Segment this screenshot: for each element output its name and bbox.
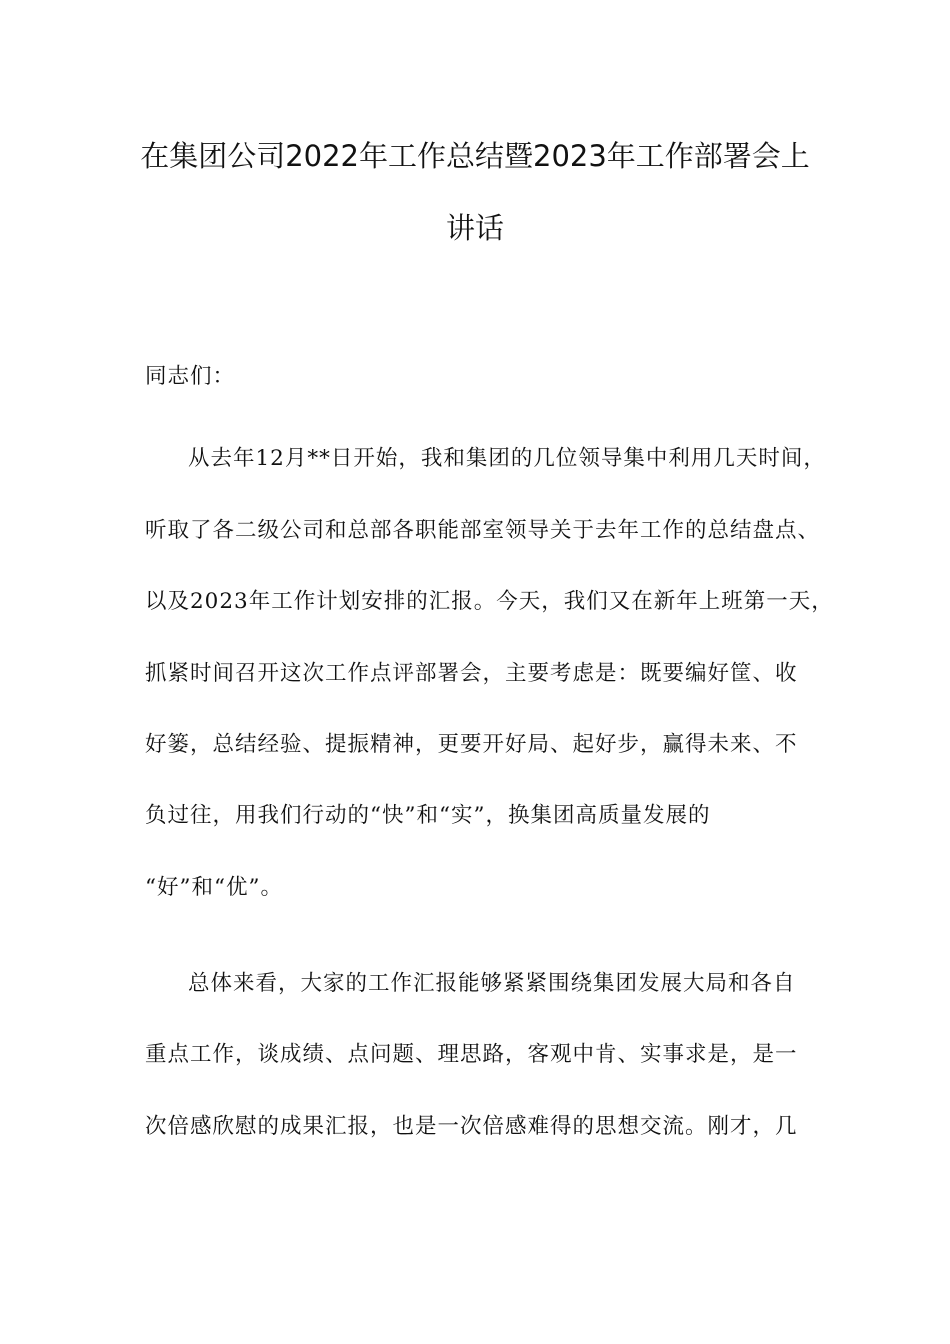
paragraph-2-line-3: 次倍感欣慰的成果汇报，也是一次倍感难得的思想交流。刚才，几 (145, 1114, 798, 1139)
paragraph-1-line-4: 抓紧时间召开这次工作点评部署会，主要考虑是：既要编好筐、收 (145, 661, 798, 686)
paragraph-2-line-2: 重点工作，谈成绩、点问题、理思路，客观中肯、实事求是，是一 (145, 1042, 798, 1067)
paragraph-1-line-6: 负过往，用我们行动的“快”和“实”，换集团高质量发展的 (145, 803, 711, 828)
document-title-line-2: 讲话 (445, 211, 504, 245)
document-title-line-1: 在集团公司2022年工作总结暨2023年工作部署会上 (140, 139, 810, 173)
paragraph-1-line-5: 好篓，总结经验、提振精神，更要开好局、起好步，赢得未来、不 (145, 732, 798, 757)
paragraph-1-line-7: “好”和“优”。 (145, 875, 283, 900)
paragraph-1-line-2: 听取了各二级公司和总部各职能部室领导关于去年工作的总结盘点、 (145, 518, 821, 543)
paragraph-2-line-1: 总体来看，大家的工作汇报能够紧紧围绕集团发展大局和各自 (188, 971, 796, 996)
paragraph-1-line-3: 以及2023年工作计划安排的汇报。今天，我们又在新年上班第一天， (145, 589, 834, 614)
salutation: 同志们： (145, 364, 236, 389)
paragraph-1-line-1: 从去年12月**日开始，我和集团的几位领导集中利用几天时间， (188, 446, 826, 471)
